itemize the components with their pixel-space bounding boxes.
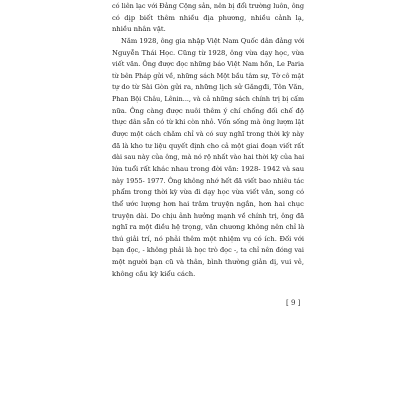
text-line: một người bạn cũ và thân, bình thường giản dị, vui vẻ, xyxy=(112,258,304,267)
text-line: Nguyễn Thái Học. Cũng từ 1928, ông vừa dạy học, vừa xyxy=(112,48,304,57)
text-line: viết văn. Ông được đọc những báo Việt Nam hồn, Le Paria xyxy=(112,60,304,69)
text-line: có dịp biết thêm nhiều địa phương, nhiều cảnh lạ, xyxy=(112,13,304,22)
text-line: tự do từ Sài Gòn gửi ra, những lịch sử Găngđi, Tôn Văn, xyxy=(112,83,304,92)
text-line: dài sau này của ông, mà nó rộ nhất vào hai thời kỳ của hai xyxy=(112,153,304,162)
text-line: truyện dài. Do chịu ảnh hưởng mạnh về chính trị, ông đã xyxy=(112,211,304,220)
text-line: không cầu kỳ kiểu cách. xyxy=(112,269,196,278)
text-line: nữa. Ông càng được nuôi thêm ý chí chống đối chế độ xyxy=(112,106,304,115)
text-line: phẩm trong thời kỳ vừa đi dạy học vừa viết văn, song có xyxy=(112,188,304,197)
text-line: thể ước lượng hơn hai trăm truyện ngắn, hơn hai chục xyxy=(112,199,304,208)
text-line: Năm 1928, ông gia nhập Việt Nam Quốc dân đảng với xyxy=(121,36,304,45)
page-number: [ 9 ] xyxy=(286,299,301,307)
body-text xyxy=(112,1,304,280)
text-line: thú giải trí, nó phải thêm một nhiệm vụ có ích. Đối với xyxy=(112,234,304,243)
text-line: từ bên Pháp gửi về, những sách Một bầu tâm sự, Tờ cô mặt xyxy=(112,71,304,80)
text-line: lứa tuổi rất khác nhau trong đời văn: 1928- 1942 và sau xyxy=(112,164,304,173)
text-line: có liên lạc với Đảng Cộng sản, nên bị đổi trường luôn, ông xyxy=(112,2,304,10)
text-line: này 1955- 1977. Ông không nhớ hết đã viết bao nhiêu tác xyxy=(112,176,304,185)
text-line: đã là kho tư liệu quyết định cho cả một giai đoạn viết rất xyxy=(112,141,304,150)
text-line: bạn đọc, - không phải là học trò đọc -, ta chỉ nên đóng vai xyxy=(112,246,304,255)
text-line: được một cách chăm chỉ và có suy nghĩ trong thời kỳ này xyxy=(112,130,304,139)
text-line: nhiều nhân vật. xyxy=(112,25,166,34)
text-line: nghĩ ra một điều hệ trọng, văn chương không nên chỉ là xyxy=(112,223,304,232)
text-line: thực dân sẵn có từ khi còn nhỏ. Vốn sống mà ông lượm lặt xyxy=(112,118,304,127)
text-line: Phan Bội Châu, Lênin..., và cả những sách chính trị bị cấm xyxy=(112,95,304,104)
